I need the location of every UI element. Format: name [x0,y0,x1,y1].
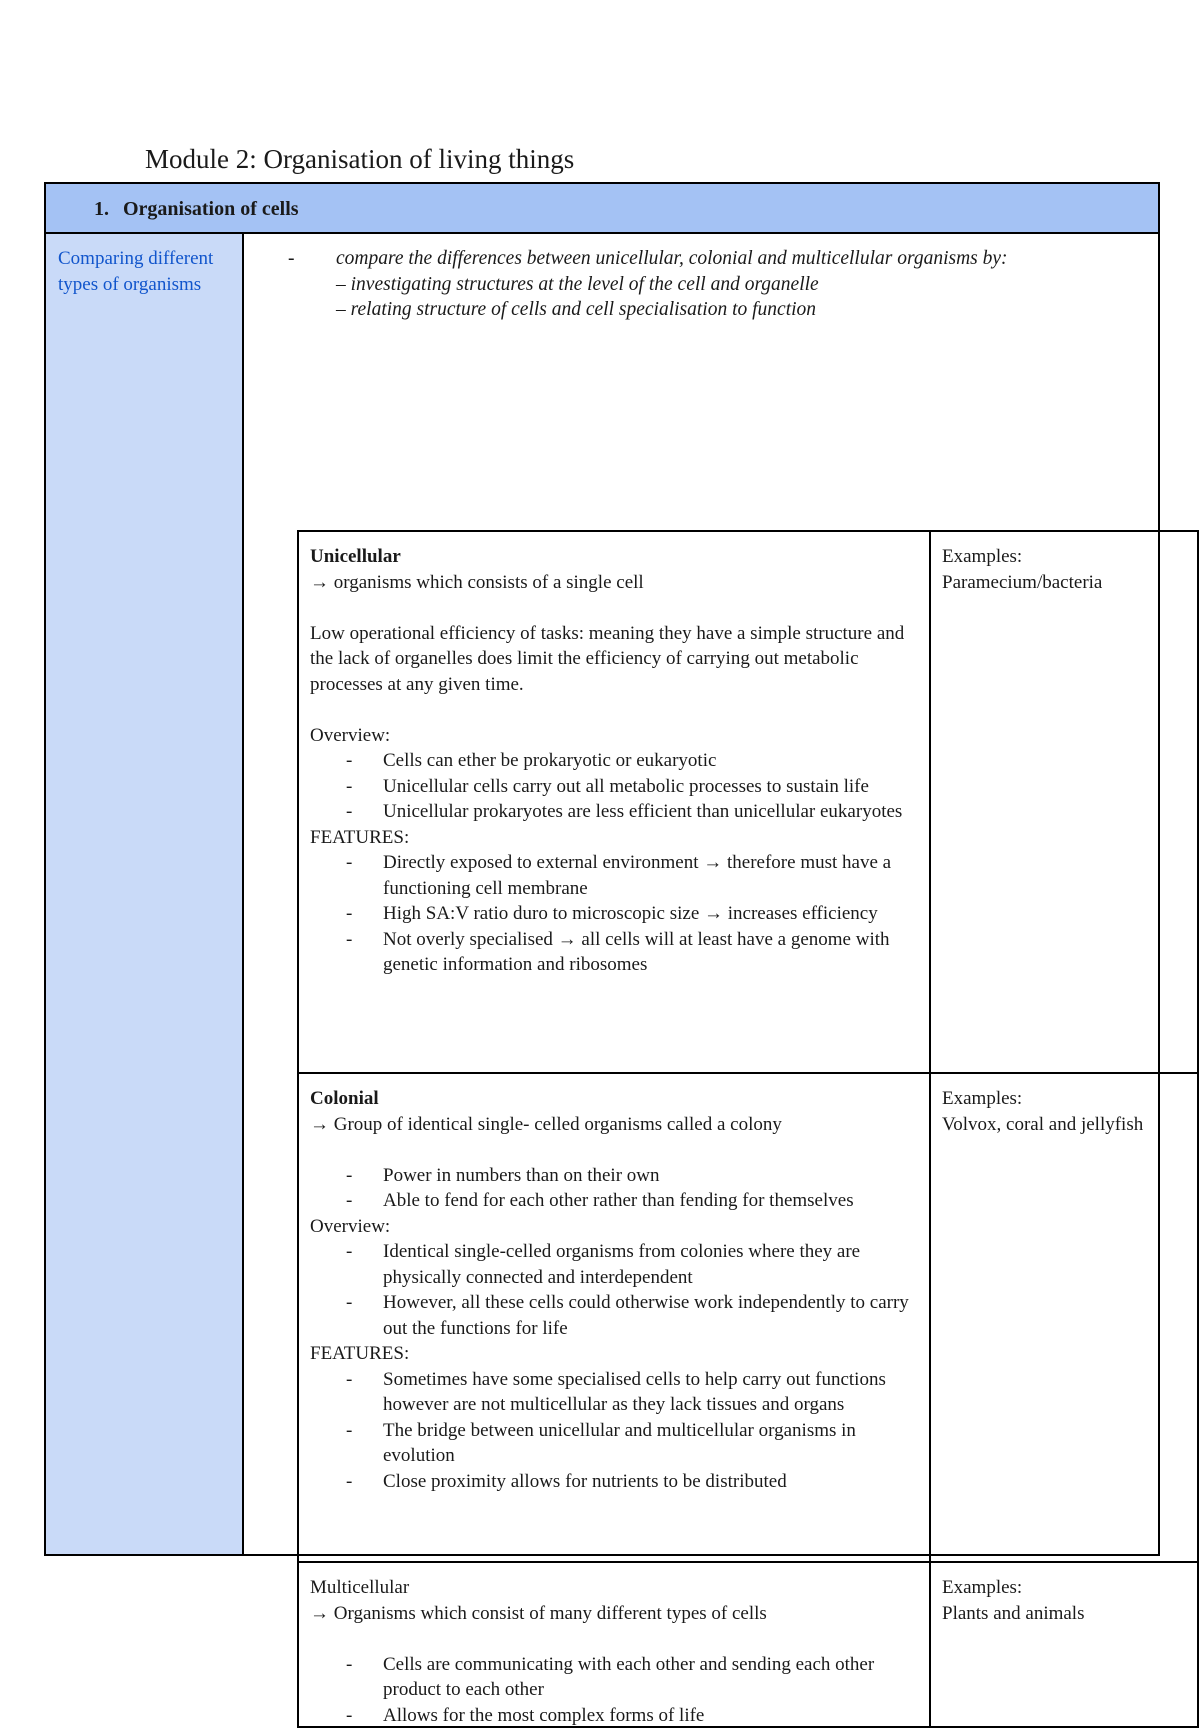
overview-label: Overview: [310,1214,919,1240]
unicellular-examples [931,532,1197,1072]
unicellular-notes [299,532,931,1072]
examples-value: Volvox, coral and jellyfish [942,1112,1187,1138]
examples-value: Paramecium/bacteria [942,570,1187,596]
list-item: - Identical single-celled organisms from colonies where they are physically connected and interdependent [310,1239,919,1290]
list-item: - Unicellular prokaryotes are less efficient than unicellular eukaryotes [310,799,919,825]
list-item: - Directly exposed to external environment → therefore must have a functioning cell membrane [310,850,919,901]
points-list [310,1652,919,1728]
list-item: - High SA:V ratio duro to microscopic size → increases efficiency [310,901,919,927]
outcome-main: - compare the differences between unicellular, colonial and multicellular organisms by: [288,246,1148,272]
examples-label: Examples: [942,1575,1187,1601]
list-item: - Sometimes have some specialised cells to help carry out functions however are not multicellular as they lack tissues and organs [310,1367,919,1418]
examples-label: Examples: [942,544,1187,570]
section-number: 1. [94,198,109,220]
notes-table [44,182,1160,1556]
syllabus-outcomes [288,246,1148,323]
features-label: FEATURES: [310,1341,919,1367]
row-heading: Unicellular [310,544,919,570]
points-list [310,1163,919,1214]
examples-value: Plants and animals [942,1601,1187,1627]
unicellular-row [299,532,1197,1072]
section-header [46,184,1158,234]
list-item: - Close proximity allows for nutrients to be distributed [310,1469,919,1495]
colonial-notes [299,1074,931,1561]
page-title: Module 2: Organisation of living things [145,144,574,175]
outcome-sub: – relating structure of cells and cell specialisation to function [288,297,1148,323]
list-item: - Power in numbers than on their own [310,1163,919,1189]
overview-list [310,748,919,825]
list-item: - Not overly specialised → all cells will at least have a genome with genetic information and ribosomes [310,927,919,978]
list-item: - Unicellular cells carry out all metabolic processes to sustain life [310,774,919,800]
multicellular-row [299,1561,1197,1726]
row-heading: Colonial [310,1086,919,1112]
row-definition: → Group of identical single- celled organisms called a colony [310,1112,919,1138]
features-list [310,850,919,978]
overview-list [310,1239,919,1341]
outcome-sub: – investigating structures at the level of the cell and organelle [288,272,1148,298]
section-title: Organisation of cells [123,198,299,220]
overview-label: Overview: [310,723,919,749]
topic-label: Comparing different types of organisms [58,246,238,298]
list-item: - Allows for the most complex forms of life [310,1703,919,1728]
list-item: - Able to fend for each other rather than fending for themselves [310,1188,919,1214]
row-definition: → organisms which consists of a single cell [310,570,919,596]
row-paragraph: Low operational efficiency of tasks: meaning they have a simple structure and the lack of organelles does limit the efficiency of carrying out metabolic processes at any given time. [310,621,919,698]
list-item: - Cells are communicating with each other and sending each other product to each other [310,1652,919,1703]
organism-comparison-table [297,530,1199,1728]
multicellular-notes [299,1563,931,1726]
multicellular-examples [931,1563,1197,1726]
list-item: - The bridge between unicellular and multicellular organisms in evolution [310,1418,919,1469]
examples-label: Examples: [942,1086,1187,1112]
row-definition: → Organisms which consist of many different types of cells [310,1601,919,1627]
colonial-examples [931,1074,1197,1561]
topic-sidebar [46,234,244,1554]
features-label: FEATURES: [310,825,919,851]
row-heading: Multicellular [310,1575,919,1601]
section-heading [94,198,299,221]
features-list [310,1367,919,1495]
list-item: - Cells can ether be prokaryotic or eukaryotic [310,748,919,774]
list-item: - However, all these cells could otherwise work independently to carry out the functions for life [310,1290,919,1341]
colonial-row [299,1072,1197,1561]
